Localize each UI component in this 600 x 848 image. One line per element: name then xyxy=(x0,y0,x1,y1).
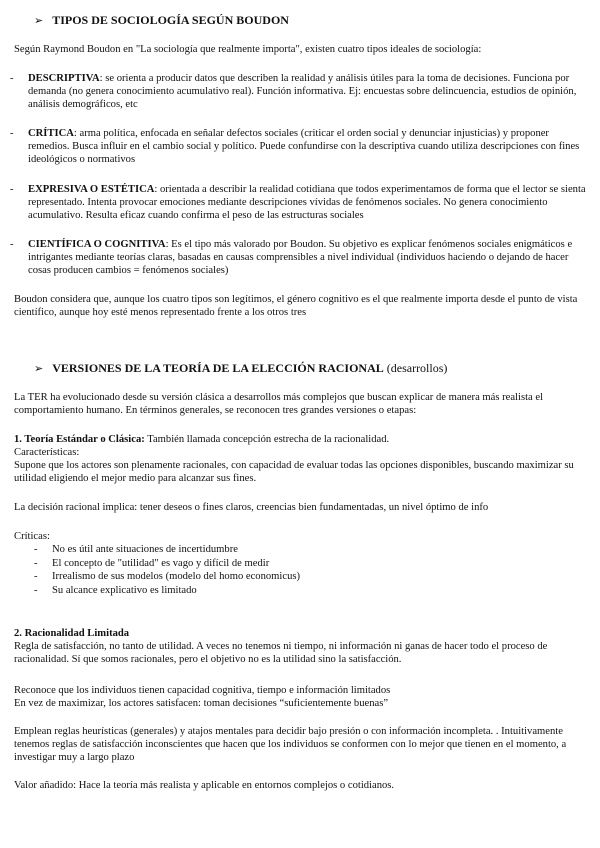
section2-heading-extra: (desarrollos) xyxy=(383,361,448,375)
section1-heading-text: TIPOS DE SOCIOLOGÍA SEGÚN BOUDON xyxy=(52,13,289,27)
teoria2-paragraph-3: Emplean reglas heurísticas (generales) y atajos mentales para decidir bajo presión o con información incompleta. . Intuitivamente tenemos reglas de satisfacción inconscientes que hacen que los individuos se conformen con lo mejor que tienen en el momento, a investigar muy a largo plazo xyxy=(14,726,567,763)
item-term: CRÍTICA xyxy=(28,128,74,139)
list-item xyxy=(28,238,586,277)
teoria1-title-rest: También llamada concepción estrecha de la racionalidad. xyxy=(144,434,390,445)
critica-item: - El concepto de "utilidad" es vago y difícil de medir xyxy=(34,557,574,571)
list-item xyxy=(28,72,586,111)
dash-bullet: - xyxy=(10,184,14,195)
dash-bullet: - xyxy=(10,239,14,250)
item-text: : Es el tipo más valorado por Boudon. Su objetivo es explicar fenómenos sociales enigmáticos e intrigantes mediante teorías claras, basadas en causas comprensibles a nivel individual (individuos haciendo o dejando de hacer cosas producen cambios = fenómenos sociales) xyxy=(28,239,573,276)
section1-closing: Boudon considera que, aunque los cuatro tipos son legítimos, el género cognitivo es el que realmente importa desde el punto de vista científico, aunque hoy esté menos representado frente a los otros tres xyxy=(14,294,578,318)
list-item xyxy=(28,183,586,222)
item-term: CIENTÍFICA O COGNITIVA xyxy=(28,239,166,250)
teoria2-paragraph-1: Regla de satisfacción, no tanto de utilidad. A veces no tenemos ni tiempo, ni información ni ganas de hacer todo el proceso de racionalidad. Sí que somos racionales, pero el objetivo no es la utilidad sino la satisfacción. xyxy=(14,641,548,665)
teoria2-paragraph-2b: En vez de maximizar, los actores satisfacen: toman decisiones “suficientemente buenas” xyxy=(14,698,389,709)
section1-heading xyxy=(34,13,289,28)
critica-item: - Irrealismo de sus modelos (modelo del homo economicus) xyxy=(34,570,574,584)
section2-heading xyxy=(34,361,447,376)
item-term: EXPRESIVA O ESTÉTICA xyxy=(28,184,155,195)
decision-racional-text: La decisión racional implica: tener deseos o fines claros, creencias bien fundamentadas, un nivel óptimo de info xyxy=(14,502,489,513)
item-term: DESCRIPTIVA xyxy=(28,73,100,84)
section2-intro: La TER ha evolucionado desde su versión clásica a desarrollos más complejos que buscan explicar de manera más realista el comportamiento humano. En términos generales, se reconocen tres grandes versiones o etapas: xyxy=(14,392,544,416)
teoria2-title: 2. Racionalidad Limitada xyxy=(14,628,130,639)
teoria1-title-line xyxy=(14,433,586,446)
section1-intro: Según Raymond Boudon en "La sociología que realmente importa", existen cuatro tipos ideales de sociología: xyxy=(14,44,482,55)
item-text: : se orienta a producir datos que describen la realidad y análisis útiles para la toma de decisiones. Funciona por demanda (no genera conocimiento acumulativo real). Función informativa. Ej: encuestas sobre delincuencia, estudios de opinión, análisis demográficos, etc xyxy=(28,73,577,110)
teoria1-title: 1. Teoría Estándar o Clásica: xyxy=(14,434,145,445)
caracteristicas-label: Características: xyxy=(14,447,80,458)
critica-item: - No es útil ante situaciones de incertidumbre xyxy=(34,543,574,557)
criticas-label: Críticas: xyxy=(14,531,50,542)
section2-heading-text: VERSIONES DE LA TEORÍA DE LA ELECCIÓN RACIONAL xyxy=(52,361,384,375)
teoria2-paragraph-4: Valor añadido: Hace la teoría más realista y aplicable en entornos complejos o cotidianos. xyxy=(14,780,395,791)
caracteristicas-text: Supone que los actores son plenamente racionales, con capacidad de evaluar todas las opciones disponibles, buscando maximizar su utilidad eligiendo el mejor medio para alcanzar sus fines. xyxy=(14,460,574,484)
item-text: : orientada a describir la realidad cotidiana que todos experimentamos de forma que el lector se sienta representado. Intenta provocar emociones mediante descripciones vívidas de fenómenos sociales. No genera conocimiento acumulativo. Resulta eficaz cuando confirma el peso de las estructuras sociales xyxy=(28,184,586,221)
teoria2-paragraph-2a: Reconoce que los individuos tienen capacidad cognitiva, tiempo e información limitados xyxy=(14,685,391,696)
critica-item: - Su alcance explicativo es limitado xyxy=(34,584,574,598)
arrow-bullet-icon: ➢ xyxy=(34,14,44,27)
criticas-list xyxy=(34,543,574,597)
item-text: : arma política, enfocada en señalar defectos sociales (criticar el orden social y denunciar injusticias) y proponer remedios. Busca influir en el cambio social y político. Puede confundirse con la descriptiva cuando utiliza descripciones con fines ideológicos o normativos xyxy=(28,128,580,165)
dash-bullet: - xyxy=(10,128,14,139)
list-item xyxy=(28,127,586,166)
dash-bullet: - xyxy=(10,73,14,84)
arrow-bullet-icon: ➢ xyxy=(34,362,44,375)
